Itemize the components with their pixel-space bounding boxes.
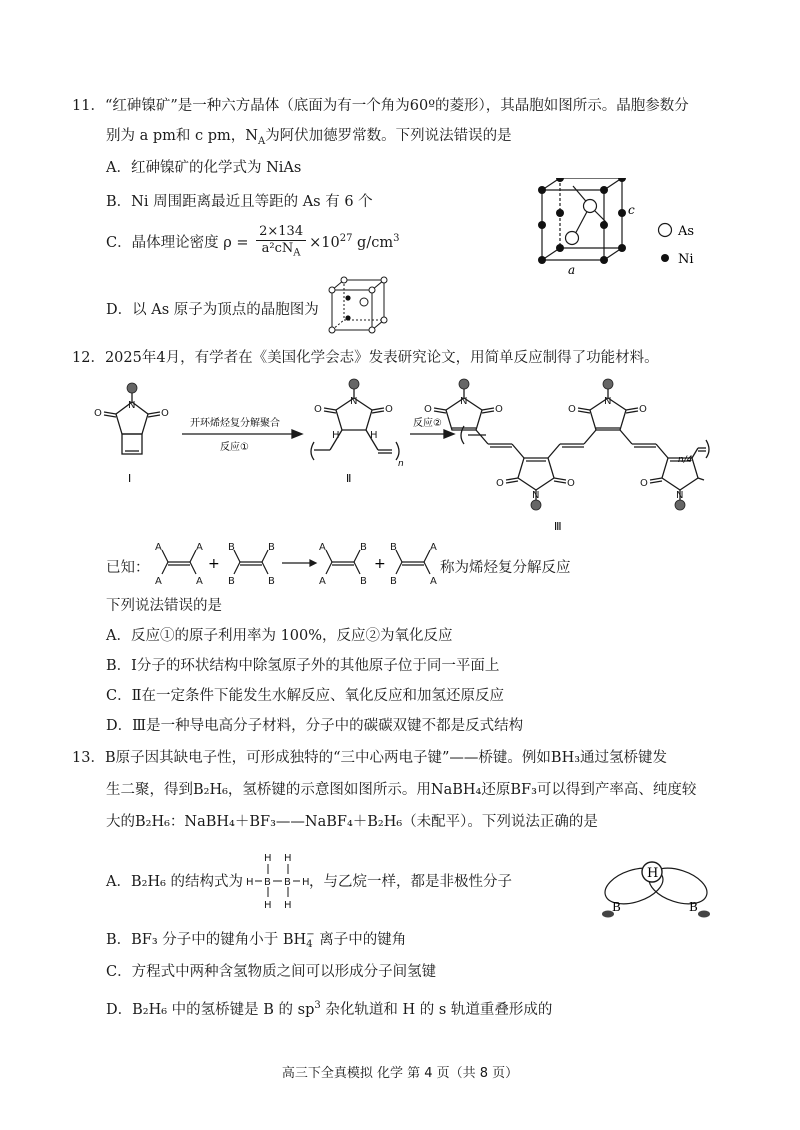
metathesis-atom: B [390,542,397,553]
mol-i-o-right: O [161,408,169,419]
q13-option-b[interactable]: B．BF₃ 分子中的键角小于 BH − 4 离子中的键角 [106,929,407,950]
metathesis-atom: B [360,542,367,553]
metathesis-atom: A [155,542,162,553]
arrow1-top-label: 开环烯烃复分解聚合 [190,418,280,429]
q12-option-a[interactable]: A．反应①的原子利用率为 100%，反应②为氧化反应 [106,628,453,644]
q13-b2h6-structural-formula [244,850,314,912]
mol-iii-o7: O [640,478,648,489]
density-fraction: $\frac{2\times 134}{a^2cN_A}$ [256,224,306,262]
q12-known-suffix: 称为烯烃复分解反应 [440,560,571,576]
q11-option-d[interactable]: D．以 As 原子为顶点的晶胞图为 [106,302,319,318]
q13-option-d[interactable]: D．B₂H₆ 中的氢桥键是 B 的 $sp^3$ 杂化轨道和 H 的 s 轨道重叠形成的 [106,1000,553,1018]
b2h6-atom-b: B [264,877,271,888]
q12-metathesis-scheme [150,540,440,586]
b2h6-atom-h: H [264,853,272,864]
metathesis-atom: B [268,542,275,553]
q13-hydrogen-bridge-figure [586,856,726,926]
mol-iii-n2: N [532,490,540,501]
mol-ii-o-left: O [314,404,322,415]
q13-stem-line1: 13．B原子因其缺电子性，可形成独特的“三中心两电子键”——桥键。例如BH₃通过氢桥键发 [72,750,668,766]
mol-iii-o1: O [424,404,432,415]
mol-iii-o6: O [639,404,647,415]
mol-ii-h-right: H [370,430,378,441]
mol-iii-subscript-n4: n/4 [678,455,693,465]
arrow1-bottom-label: 反应① [220,442,249,453]
mol-ii-o-right: O [385,404,393,415]
arrow2-label: 反应② [413,418,442,429]
label-compound-i: Ⅰ [128,472,132,485]
q12-known-prefix: 已知： [106,560,150,576]
mol-i-n: N [128,400,136,411]
label-compound-ii: Ⅱ [346,472,352,485]
q11-crystal-cell-figure [528,178,708,278]
mol-iii-n3: N [604,396,612,407]
metathesis-atom: A [430,576,437,586]
q13-stem-line2: 生二聚，得到B₂H₆，氢桥键的示意图如图所示。用NaBH₄还原BF₃可以得到产率高、纯度较 [106,782,697,798]
mol-iii-o4: O [567,478,575,489]
mol-iii-o3: O [496,478,504,489]
mol-iii-o5: O [568,404,576,415]
crystal-axis-a-label: a [568,263,576,277]
metathesis-atom: A [319,576,326,586]
q11-stem-line1: 11．“红砷镍矿”是一种六方晶体（底面为有一个角为60º的菱形），其晶胞如图所示。晶胞参数分 [72,98,689,114]
metathesis-atom: A [196,576,203,586]
q12-option-d[interactable]: D．Ⅲ是一种导电高分子材料，分子中的碳碳双键不都是反式结构 [106,718,524,734]
q12-option-c[interactable]: C．Ⅱ在一定条件下能发生水解反应、氧化反应和加氢还原反应 [106,688,504,704]
b2h6-atom-h: H [246,877,254,888]
bridge-atom-b-right: B [689,900,698,914]
b2h6-atom-h: H [284,853,292,864]
b2h6-atom-h: H [264,900,272,911]
legend-ni-marker [661,254,669,262]
label-compound-iii: Ⅲ [554,520,562,533]
metathesis-atom: A [155,576,162,586]
q11-option-c[interactable]: C．晶体理论密度 ρ = $\frac{2\times 134}{a^2cN_A}$ $\times 10^{27}$ $g/cm^3$ [106,224,399,262]
metathesis-atom: B [228,542,235,553]
q11-option-d-cell-diagram [326,276,388,334]
b2h6-atom-h: H [284,900,292,911]
q13-option-c[interactable]: C．方程式中两种含氢物质之间可以形成分子间氢键 [106,964,437,980]
metathesis-atom: B [360,576,367,586]
metathesis-plus-2: + [374,556,386,572]
q12-question: 下列说法错误的是 [106,598,222,614]
mol-iii-n1: N [460,396,468,407]
mol-ii-h-left: H [332,430,340,441]
metathesis-plus-1: + [208,556,220,572]
page-footer: 高三下全真模拟 化学 第 4 页（共 8 页） [281,1066,519,1081]
mol-ii-subscript-n: n [398,459,404,469]
bridge-atom-h: H [647,866,659,881]
metathesis-atom: A [430,542,437,553]
metathesis-atom: B [390,576,397,586]
q12-option-b[interactable]: B．Ⅰ分子的环状结构中除氢原子外的其他原子位于同一平面上 [106,658,500,674]
q13-option-a[interactable]: A．B₂H₆ 的结构式为 ，与乙烷一样，都是非极性分子 [106,874,513,890]
mol-iii-o2: O [495,404,503,415]
q11-option-b[interactable]: B．Ni 周围距离最近且等距的 As 有 6 个 [106,194,373,210]
bridge-atom-b-left: B [612,900,621,914]
metathesis-atom: A [196,542,203,553]
b2h6-atom-b: B [284,877,291,888]
mol-ii-n: N [350,396,358,407]
q12-stem: 12．2025年4月，有学者在《美国化学会志》发表研究论文，用简单反应制得了功能材料。 [72,350,659,366]
metathesis-atom: A [319,542,326,553]
q11-stem-line2: 别为 a pm和 c pm，$N_A$为阿伏加德罗常数。下列说法错误的是 [106,128,512,147]
mol-iii-n4: N [676,490,684,501]
q12-reaction-scheme [92,368,712,536]
mol-i-o-left: O [94,408,102,419]
q13-stem-line3: 大的B₂H₆：NaBH₄＋BF₃——NaBF₄＋B₂H₆（未配平）。下列说法正确的是 [106,814,598,830]
legend-as-label: As [678,224,695,239]
crystal-axis-c-label: c [628,203,635,217]
metathesis-atom: B [228,576,235,586]
metathesis-atom: B [268,576,275,586]
b2h6-atom-h: H [302,877,310,888]
legend-as-marker [659,224,672,237]
q11-option-a[interactable]: A．红砷镍矿的化学式为 NiAs [106,160,302,176]
legend-ni-label: Ni [678,252,694,267]
